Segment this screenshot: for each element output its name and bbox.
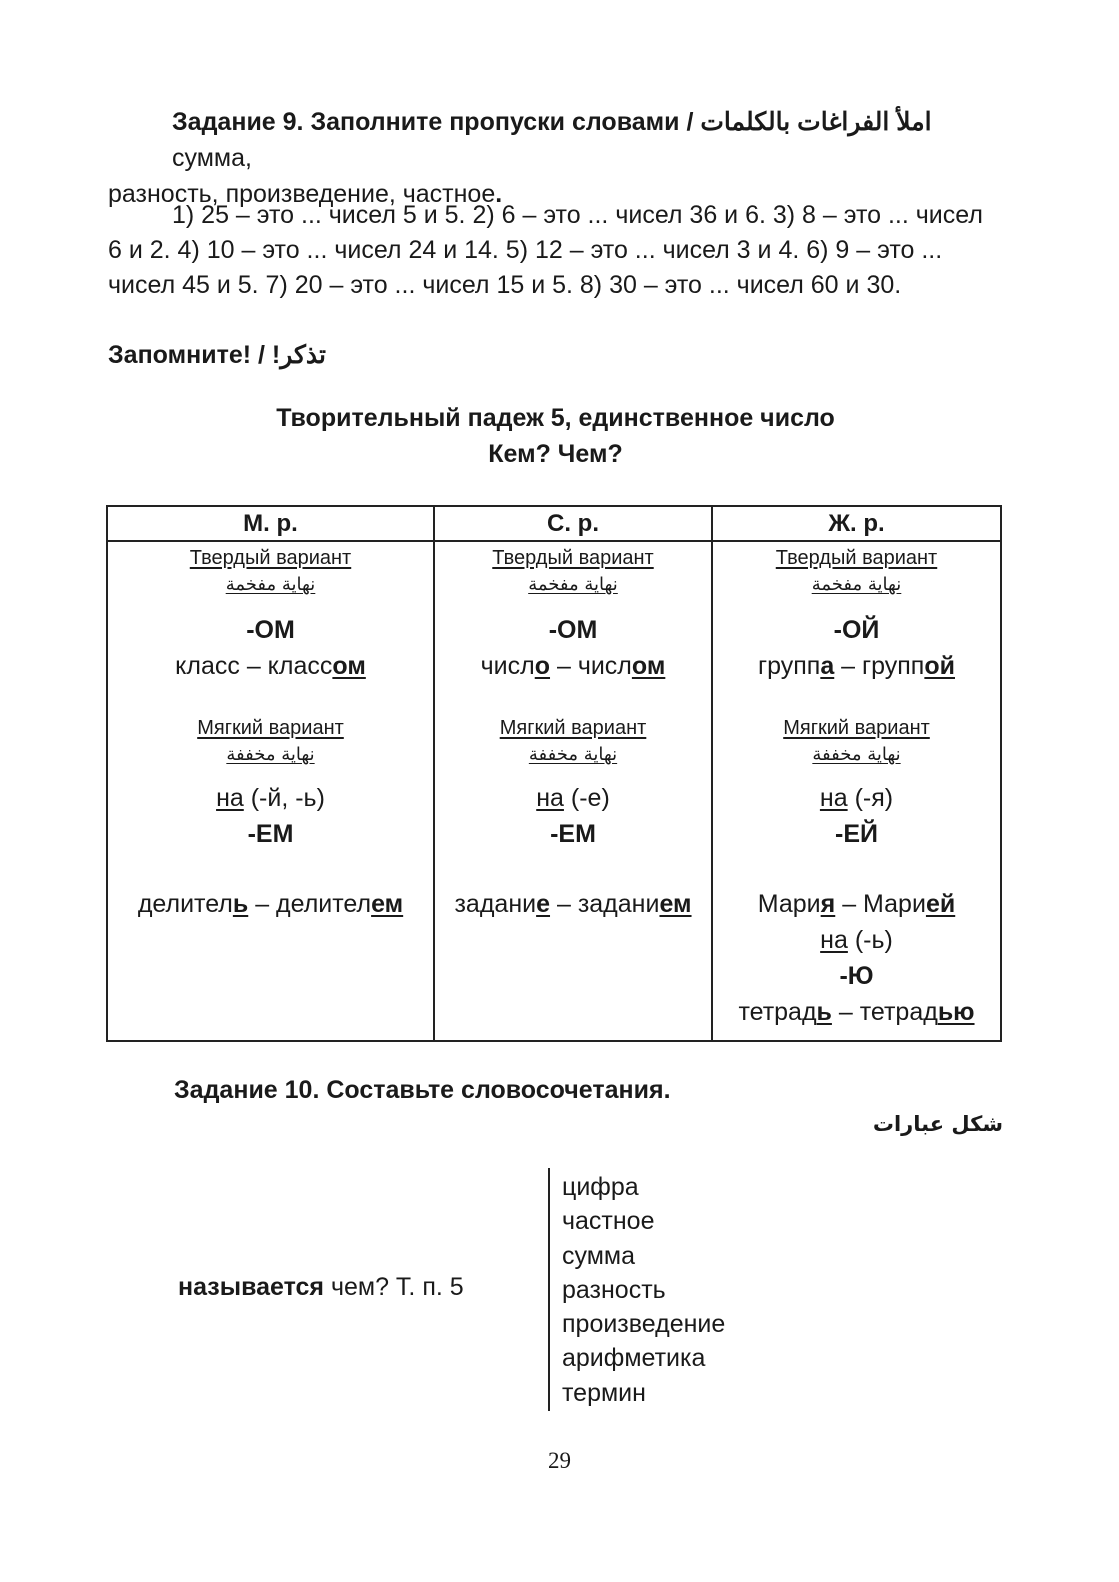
hard-variant-label-arabic: نهاية مفخمة (528, 574, 618, 595)
column-neuter (434, 541, 712, 1041)
soft-ending-2: -Ю (839, 962, 874, 990)
task9-words-line2: разность, произведение, частное (108, 180, 496, 208)
task9-title: Задание 9. Заполните пропуски словами / (172, 108, 694, 136)
soft-condition: на (-й, -ь) (216, 784, 325, 812)
prompt-verb: называется (178, 1273, 325, 1301)
header-masculine: М. р. (107, 506, 434, 541)
word-list (562, 1170, 725, 1410)
task10-prompt (178, 1273, 464, 1302)
hard-ending: -ОМ (246, 616, 295, 644)
soft-example: делитель – делителем (137, 890, 404, 918)
header-feminine: Ж. р. (712, 506, 1001, 541)
hard-example: группа – группой (758, 652, 955, 680)
hard-ending: -ОМ (548, 616, 598, 644)
soft-condition-2: на (-ь) (820, 926, 893, 954)
page-number: 29 (548, 1448, 571, 1473)
soft-variant-label: Мягкий вариант (197, 717, 344, 739)
soft-example: задание – заданием (454, 890, 692, 918)
soft-ending: -ЕМ (550, 820, 596, 848)
soft-variant-label-arabic: نهاية مخففة (226, 744, 315, 765)
soft-variant-label: Мягкий вариант (783, 717, 930, 739)
case-heading-questions: Кем? Чем? (488, 440, 623, 468)
header-neuter: С. р. (434, 506, 712, 541)
list-item: частное (562, 1207, 655, 1236)
exercise-line: чисел 45 и 5. 7) 20 – это ... чисел 15 и 5. 8) 30 – это ... чисел 60 и 30. (108, 271, 902, 299)
task10-title: Задание 10. Составьте словосочетания. (174, 1076, 671, 1104)
hard-example: класс – классом (175, 652, 366, 680)
exercise-line: 1) 25 – это ... чисел 5 и 5. 2) 6 – это ... чисел 36 и 6. 3) 8 – это ... чисел (172, 201, 983, 229)
list-item: разность (562, 1275, 666, 1304)
remember-note (108, 340, 326, 370)
case-heading (108, 400, 1003, 472)
hard-ending: -ОЙ (833, 616, 880, 644)
soft-variant-label-arabic: نهاية مخففة (528, 744, 618, 765)
task9-exercise (108, 198, 1013, 303)
soft-variant-label: Мягкий вариант (499, 717, 647, 739)
remember-label-arabic: تذكر! (271, 341, 326, 369)
soft-example: Мария – Марией (757, 890, 956, 918)
list-item: сумма (562, 1241, 635, 1270)
hard-variant-label: Твердый вариант (492, 547, 654, 569)
instrumental-case-table (106, 505, 1002, 1042)
task9-title-arabic: املأ الفراغات بالكلمات (700, 108, 932, 136)
list-item: термин (562, 1378, 646, 1407)
task10-title-arabic: شكل عبارات (872, 1112, 1003, 1136)
hard-variant-label: Твердый вариант (775, 547, 938, 569)
soft-ending: -ЕМ (247, 820, 294, 848)
hard-variant-label-arabic: نهاية مفخمة (811, 574, 902, 595)
soft-condition: на (-е) (536, 784, 610, 812)
list-item: арифметика (562, 1344, 706, 1373)
hard-variant-label: Твердый вариант (189, 547, 352, 569)
exercise-line: 6 и 2. 4) 10 – это ... чисел 24 и 14. 5) 12 – это ... чисел 3 и 4. 6) 9 – это ... (108, 236, 943, 264)
remember-label: Запомните! / (108, 341, 265, 369)
divider-line (548, 1168, 550, 1411)
hard-example: число – числом (480, 652, 666, 680)
soft-ending: -ЕЙ (835, 820, 878, 848)
task9-words-line1: сумма, (172, 144, 252, 172)
hard-variant-label-arabic: نهاية مفخمة (225, 574, 316, 595)
soft-example-2: тетрадь – тетрадью (738, 998, 975, 1026)
column-feminine (712, 541, 1001, 1041)
column-masculine (107, 541, 434, 1041)
soft-condition: на (-я) (819, 784, 894, 812)
task9-period: . (495, 180, 503, 208)
prompt-question: чем? Т. п. 5 (324, 1273, 464, 1301)
soft-variant-label-arabic: نهاية مخففة (812, 744, 901, 765)
task9-instructions (108, 104, 1013, 212)
case-heading-title: Творительный падеж 5, единственное число (276, 404, 835, 432)
list-item: цифра (562, 1173, 639, 1201)
list-item: произведение (562, 1310, 726, 1339)
